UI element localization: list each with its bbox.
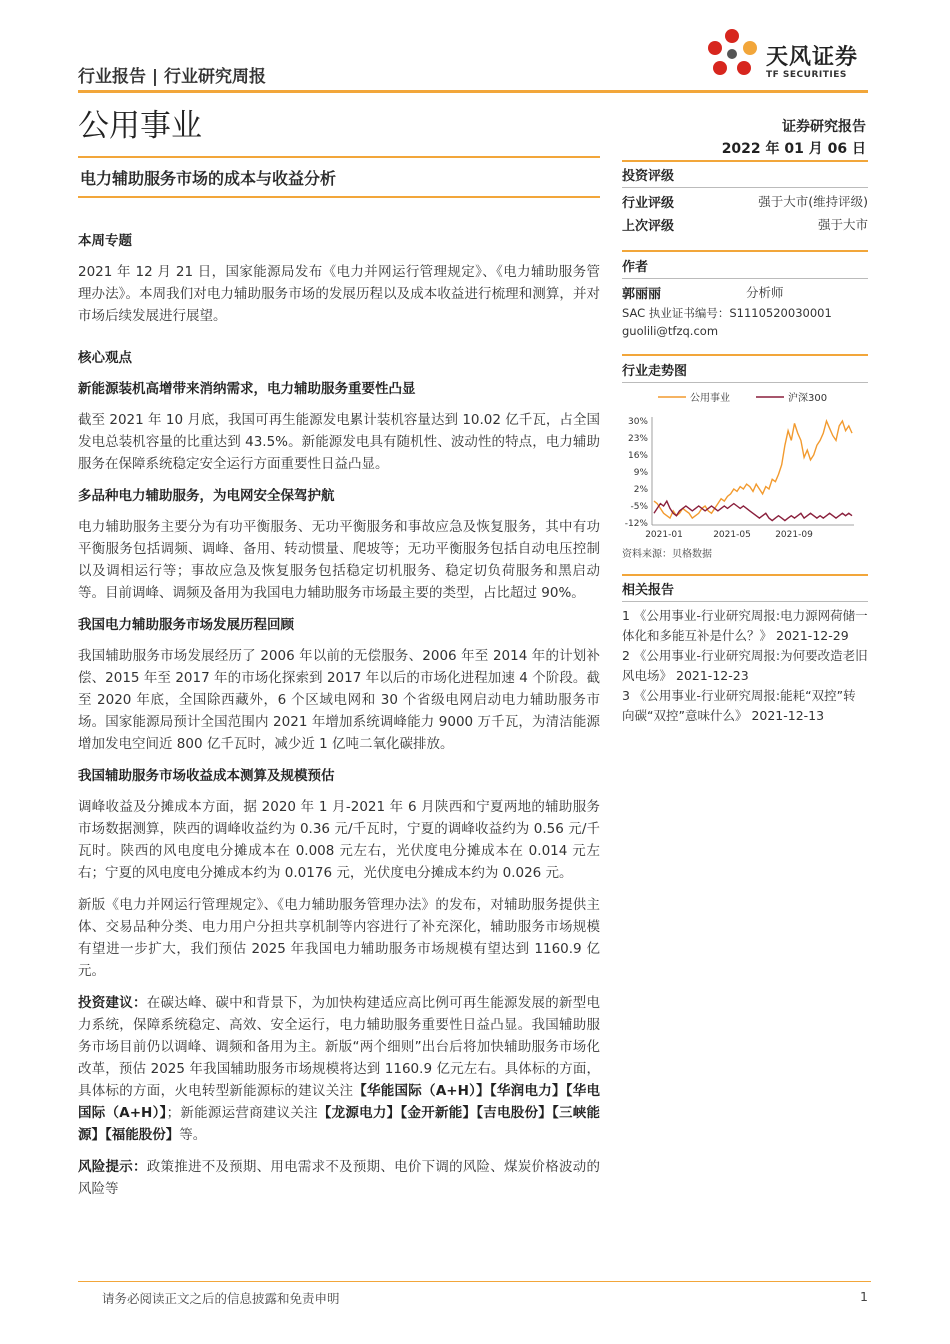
related-title: 1 《公用事业-行业研究周报:电力源网荷储一体化和多能互补是什么？》: [622, 608, 868, 643]
title-top-rule: [78, 156, 600, 158]
rating-rule: [622, 187, 868, 188]
main-body: [78, 230, 600, 1200]
y-tick-label: 16%: [627, 451, 648, 461]
footer-disclaimer: 请务必阅读正文之后的信息披露和免责申明: [102, 1291, 340, 1306]
trend-chart: [622, 385, 868, 545]
x-tick-label: 2021-01: [645, 530, 683, 540]
series-line-0: [654, 421, 852, 518]
investment-end: 等。: [179, 1127, 207, 1143]
rating-row: [622, 192, 868, 211]
y-tick-label: -5%: [630, 502, 648, 512]
chart-heading: 行业走势图: [622, 364, 688, 379]
sidebar-rule: [622, 160, 868, 162]
section3-text: 我国辅助服务市场发展经历了 2006 年以前的无偿服务、2006 年至 2014 年的计划补偿、2015 年至 2017 年的市场化探索到 2017 年以后的市场化进程加速 4 个阶段。截至 2020 年底，全国除西藏外，6 个区域电网和 30 个省级电网启动电力辅助服务市场。国家能源局预计全国范围内 2021 年增加系统调峰能力 9000 万千瓦，为清洁能源增加发电空间近 800 亿千瓦时，减少近 1 亿吨二氧化碳排放。: [78, 648, 600, 752]
y-tick-label: 2%: [633, 485, 648, 495]
author-role: 分析师: [746, 285, 784, 300]
legend-label: 公用事业: [690, 393, 730, 404]
investment-label: 投资建议：: [78, 995, 147, 1011]
investment-mid: ；新能源运营商建议关注: [166, 1105, 318, 1121]
related-heading: 相关报告: [622, 583, 675, 598]
related-item[interactable]: [622, 646, 868, 686]
prev-rating-value: 强于大市: [817, 217, 868, 232]
report-type: 证券研究报告: [782, 119, 866, 135]
related-title: 2 《公用事业-行业研究周报:为何要改造老旧风电场》: [622, 648, 868, 683]
rating-heading: 投资评级: [622, 169, 675, 184]
sidebar: [622, 160, 868, 726]
header-divider: [78, 90, 868, 93]
section2-text: 电力辅助服务主要分为有功平衡服务、无功平衡服务和事故应急及恢复服务，其中有功平衡服务包括调频、调峰、备用、转动惯量、爬坡等；无功平衡服务包括自动电压控制以及调相运行等；事故应急及恢复服务包括稳定切机服务、稳定切负荷服务和黑启动等。目前调峰、调频及备用为我国电力辅助服务市场最主要的类型，占比超过 90%。: [78, 519, 600, 601]
topic-text: 2021 年 12 月 21 日，国家能源局发布《电力并网运行管理规定》、《电力辅助服务管理办法》。本周我们对电力辅助服务市场的发展历程以及成本收益进行梳理和测算，并对市场后续发展进行展望。: [78, 264, 600, 324]
author-rule: [622, 250, 868, 252]
page-title: 电力辅助服务市场的成本与收益分析: [80, 169, 337, 188]
industry-name: 公用事业: [78, 108, 202, 144]
x-tick-label: 2021-09: [775, 530, 813, 540]
rating-value: 强于大市(维持评级): [758, 194, 868, 209]
investment-picks-thermal: 【华能国际（A+H）】【华润电力】【华电国际（A+H）】: [78, 1083, 601, 1121]
author-name: 郭丽丽: [622, 287, 662, 302]
y-tick-label: 30%: [627, 417, 648, 427]
author-cert: SAC 执业证书编号：S1110520030001: [622, 306, 832, 320]
author-rule-thin: [622, 278, 868, 279]
related-date: 2021-12-23: [676, 668, 749, 683]
section1-text: 截至 2021 年 10 月底，我国可再生能源发电累计装机容量达到 10.02 亿千瓦，占全国发电总装机容量的比重达到 43.5%。新能源发电具有随机性、波动性的特点，电力辅助服务在保障系统稳定安全运行方面重要性日益凸显。: [78, 412, 600, 472]
investment-advice: [78, 992, 600, 1146]
topic-heading: 本周专题: [78, 233, 132, 249]
related-rule: [622, 574, 868, 576]
related-list: [622, 606, 868, 726]
chart-source: 资料来源：贝格数据: [622, 549, 712, 560]
logo-subtext: TF SECURITIES: [766, 70, 847, 80]
title-bottom-rule: [78, 196, 600, 198]
related-item[interactable]: [622, 606, 868, 646]
report-date: 2022 年 01 月 06 日: [721, 141, 866, 157]
related-rule-thin: [622, 601, 868, 602]
related-title: 3 《公用事业-行业研究周报:能耗“双控”转向碳“双控”意味什么》: [622, 688, 856, 723]
risk-text: 政策推进不及预期、用电需求不及预期、电价下调的风险、煤炭价格波动的风险等: [78, 1159, 601, 1197]
related-item[interactable]: [622, 686, 868, 726]
rating-label: 行业评级: [622, 196, 675, 211]
core-heading: 核心观点: [78, 350, 132, 366]
risk-label: 风险提示：: [78, 1159, 147, 1175]
section2-heading: 多品种电力辅助服务，为电网安全保驾护航: [78, 488, 335, 504]
logo-text: 天风证券: [766, 45, 859, 70]
series-line-1: [654, 501, 852, 520]
section4-text-2: 新版《电力并网运行管理规定》、《电力辅助服务管理办法》的发布，对辅助服务提供主体、交易品种分类、电力用户分担共享机制等内容进行了补充深化，辅助服务市场规模有望进一步扩大，我们预估 2025 年我国电力辅助服务市场规模有望达到 1160.9 亿元。: [78, 897, 600, 979]
related-date: 2021-12-13: [751, 708, 825, 723]
y-tick-label: 23%: [627, 434, 648, 444]
risk-warning: [78, 1156, 600, 1200]
section4-heading: 我国辅助服务市场收益成本测算及规模预估: [78, 768, 335, 784]
section1-heading: 新能源装机高增带来消纳需求，电力辅助服务重要性凸显: [78, 381, 416, 397]
author-heading: 作者: [622, 260, 649, 275]
y-tick-label: -12%: [624, 519, 648, 529]
legend-label: 沪深300: [788, 393, 828, 404]
footer-rule: [78, 1281, 871, 1282]
prev-rating-row: [622, 215, 868, 234]
author-row: [622, 283, 868, 302]
page-number: 1: [860, 1289, 868, 1304]
x-tick-label: 2021-05: [713, 530, 751, 540]
logo-icon: [700, 26, 764, 86]
y-tick-label: 9%: [633, 468, 648, 478]
prev-rating-label: 上次评级: [622, 219, 675, 234]
chart-rule-thin: [622, 382, 868, 383]
investment-picks-renewable: 【龙源电力】【金开新能】【吉电股份】【三峡能源】【福能股份】: [78, 1105, 601, 1143]
section4-text-1: 调峰收益及分摊成本方面，据 2020 年 1 月-2021 年 6 月陕西和宁夏两地的辅助服务市场数据测算，陕西的调峰收益约为 0.36 元/千瓦时，宁夏的调峰收益约为 0.56 元/千瓦时。陕西的风电度电分摊成本在 0.008 元左右，光伏度电分摊成本在 0.014 元左右；宁夏的风电度电分摊成本约为 0.0176 元，光伏度电分摊成本约为 0.026 元。: [78, 799, 600, 881]
author-email[interactable]: guolili@tfzq.com: [622, 324, 719, 338]
related-date: 2021-12-29: [776, 628, 849, 643]
investment-text: 在碳达峰、碳中和背景下，为加快构建适应高比例可再生能源发展的新型电力系统，保障系统稳定、高效、安全运行，电力辅助服务重要性日益凸显。我国辅助服务市场目前仍以调峰、调频和备用为主。新版“两个细则”出台后将加快辅助服务市场化改革，预估 2025 年我国辅助服务市场规模将达到 1160.9 亿元左右。具体标的方面，具体标的方面，火电转型新能源标的建议关注: [78, 995, 601, 1099]
chart-rule: [622, 354, 868, 356]
doc-type: 行业报告 | 行业研究周报: [78, 67, 267, 87]
section3-heading: 我国电力辅助服务市场发展历程回顾: [78, 617, 294, 633]
